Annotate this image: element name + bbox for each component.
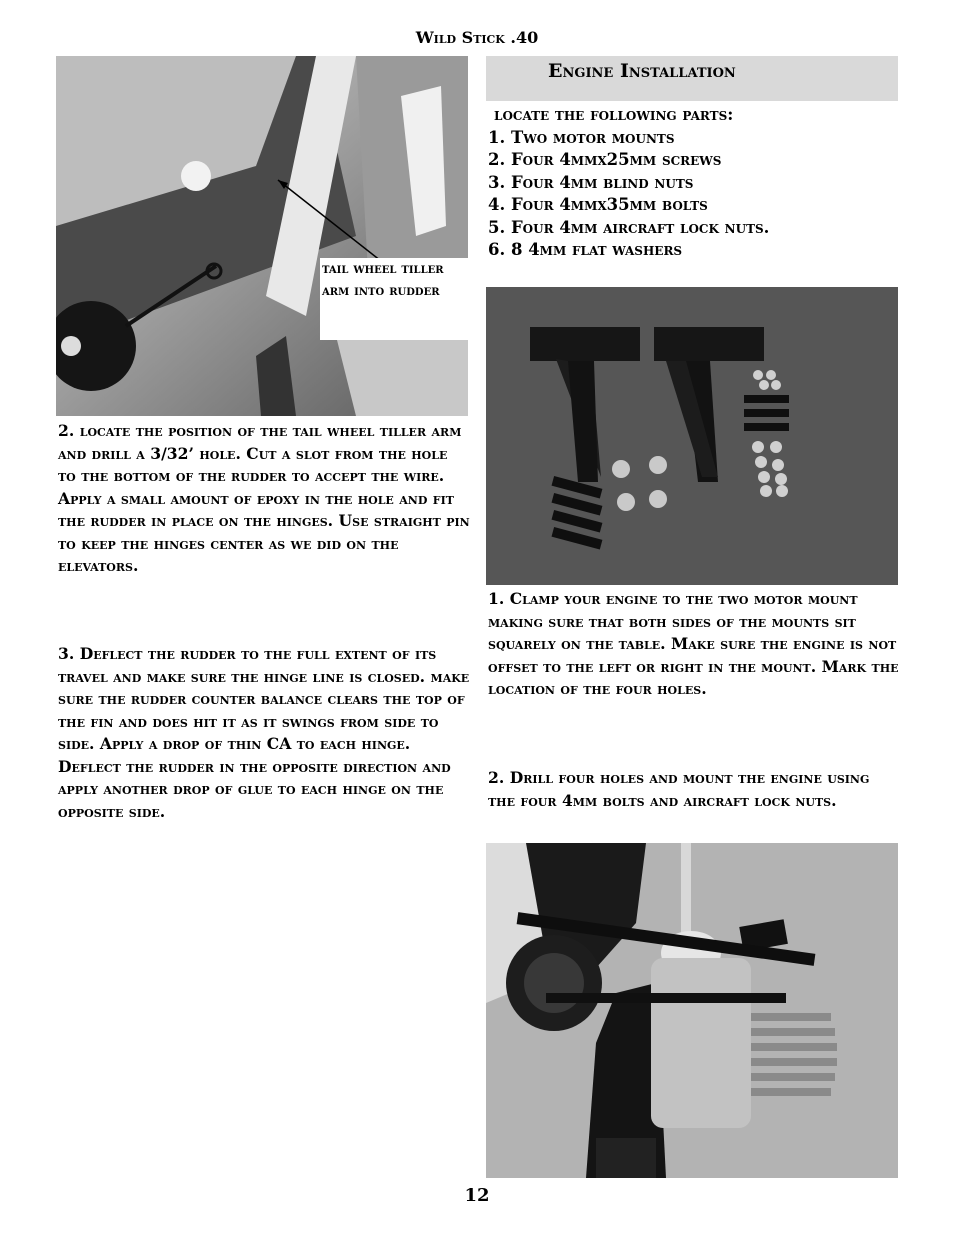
parts-list-item: 3. Four 4mm blind nuts [488,172,694,192]
page-header-title: Wild Stick .40 [415,28,539,47]
parts-list-item: 6. 8 4mm flat washers [488,240,683,259]
left-step-3: 3. Deflect the rudder to the full extent of its travel and make sure the hinge line is closed. make sure the rudder counter balance clears the top of the fin and does hit it as it swings from side to side. Apply a drop of thin CA to each hinge. Deflect the rudder in the opposite direction and apply another drop of glue to each hinge on the opposite side. [58,644,470,821]
right-step-1: 1. Clamp your engine to the two motor mount making sure that both sides of the mounts sit squarely on the table. Make sure the engine is not offset to the left or right in the mount. Mark the location of the four holes. [488,589,899,698]
parts-list-item: 1. Two motor mounts [488,127,675,147]
tail-wheel-callout: tail wheel tiller arm into rudder [320,258,468,340]
parts-list-item: 5. Four 4mm aircraft lock nuts. [488,217,770,237]
page-number: 12 [464,1185,490,1206]
parts-list-item: 4. Four 4mmx35mm bolts [488,195,708,214]
parts-list [488,104,908,262]
motor-mount-parts-photo [486,287,898,585]
left-step-2: 2. locate the position of the tail wheel tiller arm and drill a 3/32’ hole. Cut a slot from the hole to the bottom of the rudder to accept the wire. Apply a small amount of epoxy in the hole and fit the rudder in place on the hinges. Use straight pin to keep the hinges center as we did on the elevators. [58,421,470,575]
parts-list-item: 2. Four 4mmx25mm screws [488,150,722,169]
parts-intro: locate the following parts: [494,105,734,124]
right-step-2: 2. Drill four holes and mount the engine using the four 4mm bolts and aircraft lock nuts. [488,768,870,810]
section-title-band [486,56,898,101]
engine-mounted-photo [486,843,898,1178]
tail-wheel-photo [56,56,468,416]
section-title: Engine Installation [548,60,736,82]
